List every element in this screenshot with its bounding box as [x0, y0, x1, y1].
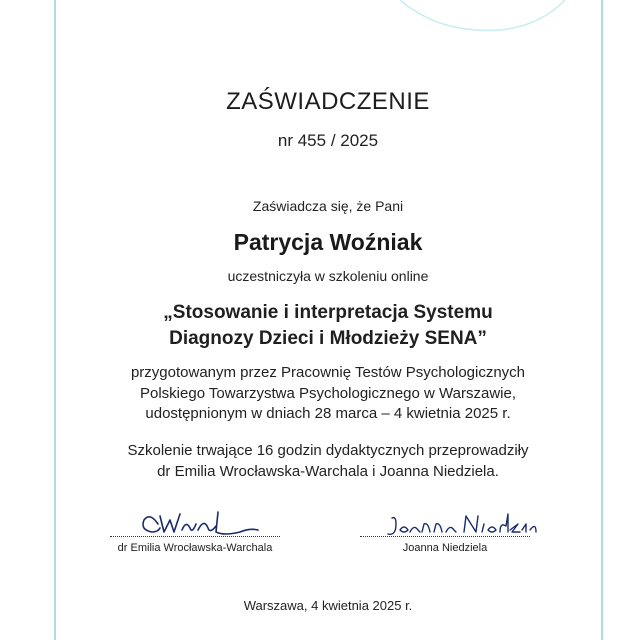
signature-right-handwriting — [350, 506, 540, 546]
signature-right-caption: Joanna Niedziela — [402, 542, 488, 554]
course-title-line-1: „Stosowanie i interpretacja Systemu — [163, 302, 493, 323]
recipient-name: Patrycja Woźniak — [233, 229, 423, 255]
signature-left — [100, 506, 290, 566]
date-range-line: udostępnionym w dniach 28 marca – 4 kwietnia 2025 r. — [145, 405, 511, 422]
organizer-line-2: Polskiego Towarzystwa Psychologicznego w Warszawie, — [140, 385, 516, 402]
certificate-intro: Zaświadcza się, że Pani — [252, 198, 404, 214]
decorative-frame-right — [601, 0, 603, 640]
signature-left-handwriting — [100, 506, 290, 546]
trainers-line: dr Emilia Wrocławska-Warchala i Joanna Niedziela. — [157, 463, 499, 480]
participation-text: uczestniczyła w szkoleniu online — [227, 268, 429, 284]
certificate-title: ZAŚWIADCZENIE — [226, 88, 430, 115]
decorative-frame-left — [54, 0, 56, 640]
signature-left-caption: dr Emilia Wrocławska-Warchala — [117, 542, 273, 554]
signature-left-line — [110, 536, 280, 537]
signature-right — [350, 506, 540, 566]
course-title-line-2: Diagnozy Dzieci i Młodzieży SENA” — [169, 328, 487, 349]
certificate-number: nr 455 / 2025 — [277, 131, 379, 150]
organizer-line-1: przygotowanym przez Pracownię Testów Psychologicznych — [130, 364, 526, 381]
place-and-date: Warszawa, 4 kwietnia 2025 r. — [243, 598, 413, 613]
signature-right-line — [360, 536, 530, 537]
training-hours-line: Szkolenie trwające 16 godzin dydaktycznych przeprowadziły — [127, 442, 529, 459]
